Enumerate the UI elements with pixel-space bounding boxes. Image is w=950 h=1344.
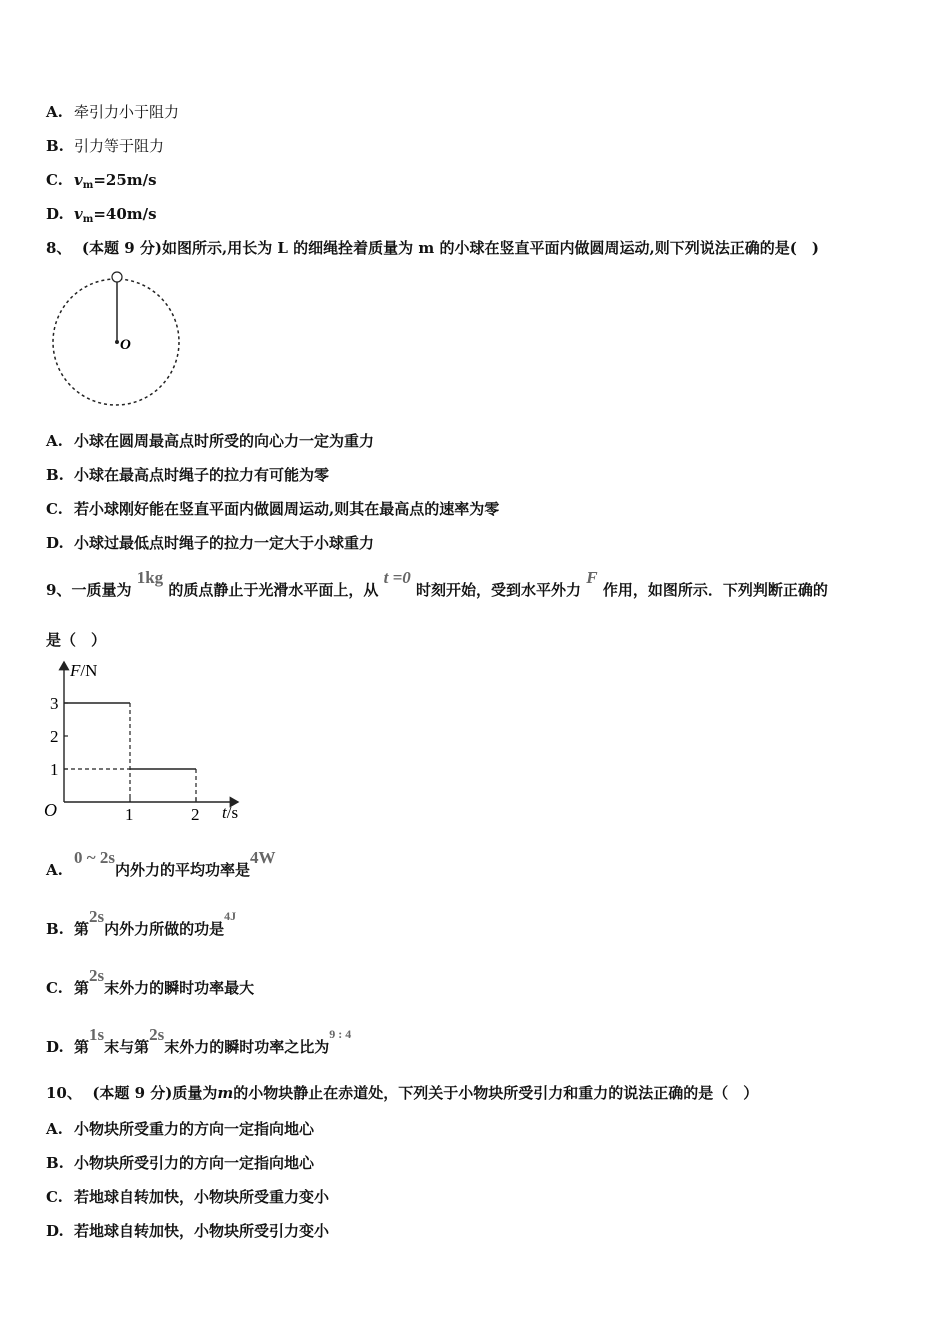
graph-marks <box>50 694 200 824</box>
option-text: 末外力的瞬时功率最大 <box>104 979 255 997</box>
velocity-sub: m <box>82 180 94 191</box>
option-text: 第 <box>74 920 90 938</box>
y-tick-label-1: 1 <box>50 760 59 779</box>
option-label: C. <box>46 1188 63 1206</box>
option-text: 小球在圆周最高点时所受的向心力一定为重力 <box>74 432 375 450</box>
option-label: D. <box>46 534 64 552</box>
option-text: =25m/s <box>93 171 157 189</box>
center-point <box>115 340 119 344</box>
stem-part: 的小物块静止在赤道处，下列关于小物块所受引力和重力的说法正确的是（ ） <box>233 1084 759 1102</box>
q8-stem <box>46 238 819 258</box>
option-math: 4W <box>249 848 276 867</box>
option-text: 第 <box>74 979 90 997</box>
question-number: 9、 <box>46 581 72 599</box>
y-tick-label-2: 2 <box>50 727 59 746</box>
option-math: 4J <box>224 909 237 923</box>
option-text: 若小球刚好能在竖直平面内做圆周运动,则其在最高点的速率为零 <box>74 500 500 518</box>
option-text: 小球在最高点时绳子的拉力有可能为零 <box>74 466 330 484</box>
q9-stem-cont <box>46 630 106 650</box>
question-number: 8、 <box>46 239 72 257</box>
x-tick-label-1: 1 <box>125 805 134 824</box>
option-label: C. <box>46 979 63 997</box>
q9-option-c <box>46 966 255 998</box>
option-text: 小球过最低点时绳子的拉力一定大于小球重力 <box>74 534 375 552</box>
q8-option-a <box>46 431 374 451</box>
option-label: B. <box>46 466 64 484</box>
force-time-graph <box>40 656 250 828</box>
circle-motion-figure <box>48 268 188 410</box>
x-axis-label: t/s <box>222 803 239 822</box>
ball <box>112 272 122 282</box>
q8-option-d <box>46 533 374 553</box>
q9-stem <box>46 568 828 600</box>
stem-part: 一质量为 <box>71 581 132 599</box>
q9-option-b <box>46 907 237 940</box>
q7-option-d <box>46 204 157 230</box>
option-text: 引力等于阻力 <box>74 137 165 155</box>
x-tick-label-2: 2 <box>191 805 200 824</box>
stem-part: 是（ ） <box>46 631 107 649</box>
option-math: 2s <box>89 907 105 926</box>
origin-label: O <box>44 800 57 820</box>
q8-option-b <box>46 465 329 485</box>
q10-stem <box>46 1083 758 1103</box>
option-math: 9 : 4 <box>329 1027 352 1041</box>
option-text: 若地球自转加快，小物块所受重力变小 <box>74 1188 330 1206</box>
option-text: 若地球自转加快，小物块所受引力变小 <box>74 1222 330 1240</box>
q7-option-c <box>46 170 157 196</box>
option-math: 1s <box>89 1025 105 1044</box>
option-math: 2s <box>89 966 105 985</box>
option-text: 小物块所受引力的方向一定指向地心 <box>74 1154 315 1172</box>
q8-option-c <box>46 499 499 519</box>
option-label: D. <box>46 205 64 223</box>
option-math: 2s <box>149 1025 165 1044</box>
option-text: 第 <box>74 1038 90 1056</box>
question-number: 10、 <box>46 1084 82 1102</box>
y-tick-label-3: 3 <box>50 694 59 713</box>
option-label: D. <box>46 1038 64 1056</box>
option-text: =40m/s <box>93 205 157 223</box>
option-label: C. <box>46 500 63 518</box>
q10-option-a <box>46 1119 314 1139</box>
option-label: A. <box>46 861 63 879</box>
y-axis-label: F/N <box>70 661 98 680</box>
center-label: O <box>120 337 131 353</box>
option-text: 末外力的瞬时功率之比为 <box>164 1038 330 1056</box>
q10-option-b <box>46 1153 314 1173</box>
option-label: B. <box>46 920 64 938</box>
stem-part: (本题 9 分)质量为 <box>92 1084 218 1102</box>
q9-option-a <box>46 848 276 880</box>
stem-part: 作用，如图所示．下列判断正确的 <box>602 581 828 599</box>
option-text: 小物块所受重力的方向一定指向地心 <box>74 1120 315 1138</box>
option-label: A. <box>46 1120 63 1138</box>
q7-option-b <box>46 136 164 156</box>
option-label: D. <box>46 1222 64 1240</box>
q10-option-d <box>46 1221 329 1241</box>
question-text: (本题 9 分)如图所示,用长为 L 的细绳拴着质量为 m 的小球在竖直平面内做圆周运动,则下列说法正确的是( ) <box>81 239 819 257</box>
option-text: 末与第 <box>104 1038 150 1056</box>
mass-var: m <box>217 1084 234 1102</box>
option-label: A. <box>46 432 63 450</box>
option-label: B. <box>46 137 64 155</box>
option-text: 内外力所做的功是 <box>104 920 225 938</box>
time-expr: t =0 <box>383 568 411 587</box>
option-math: 0 ~ 2s <box>74 848 115 867</box>
option-label: C. <box>46 171 63 189</box>
stem-part: 的质点静止于光滑水平面上，从 <box>168 581 379 599</box>
velocity-var: v <box>74 205 83 223</box>
q9-option-d <box>46 1025 352 1058</box>
option-label: B. <box>46 1154 64 1172</box>
force-expr: F <box>586 568 598 587</box>
option-text: 牵引力小于阻力 <box>74 103 180 121</box>
option-label: A. <box>46 103 63 121</box>
mass-expr: 1kg <box>136 568 164 587</box>
stem-part: 时刻开始，受到水平外力 <box>416 581 582 599</box>
q10-option-c <box>46 1187 329 1207</box>
velocity-sub: m <box>82 214 94 225</box>
option-text: 内外力的平均功率是 <box>114 861 250 879</box>
velocity-var: v <box>74 171 83 189</box>
q7-option-a <box>46 102 179 122</box>
